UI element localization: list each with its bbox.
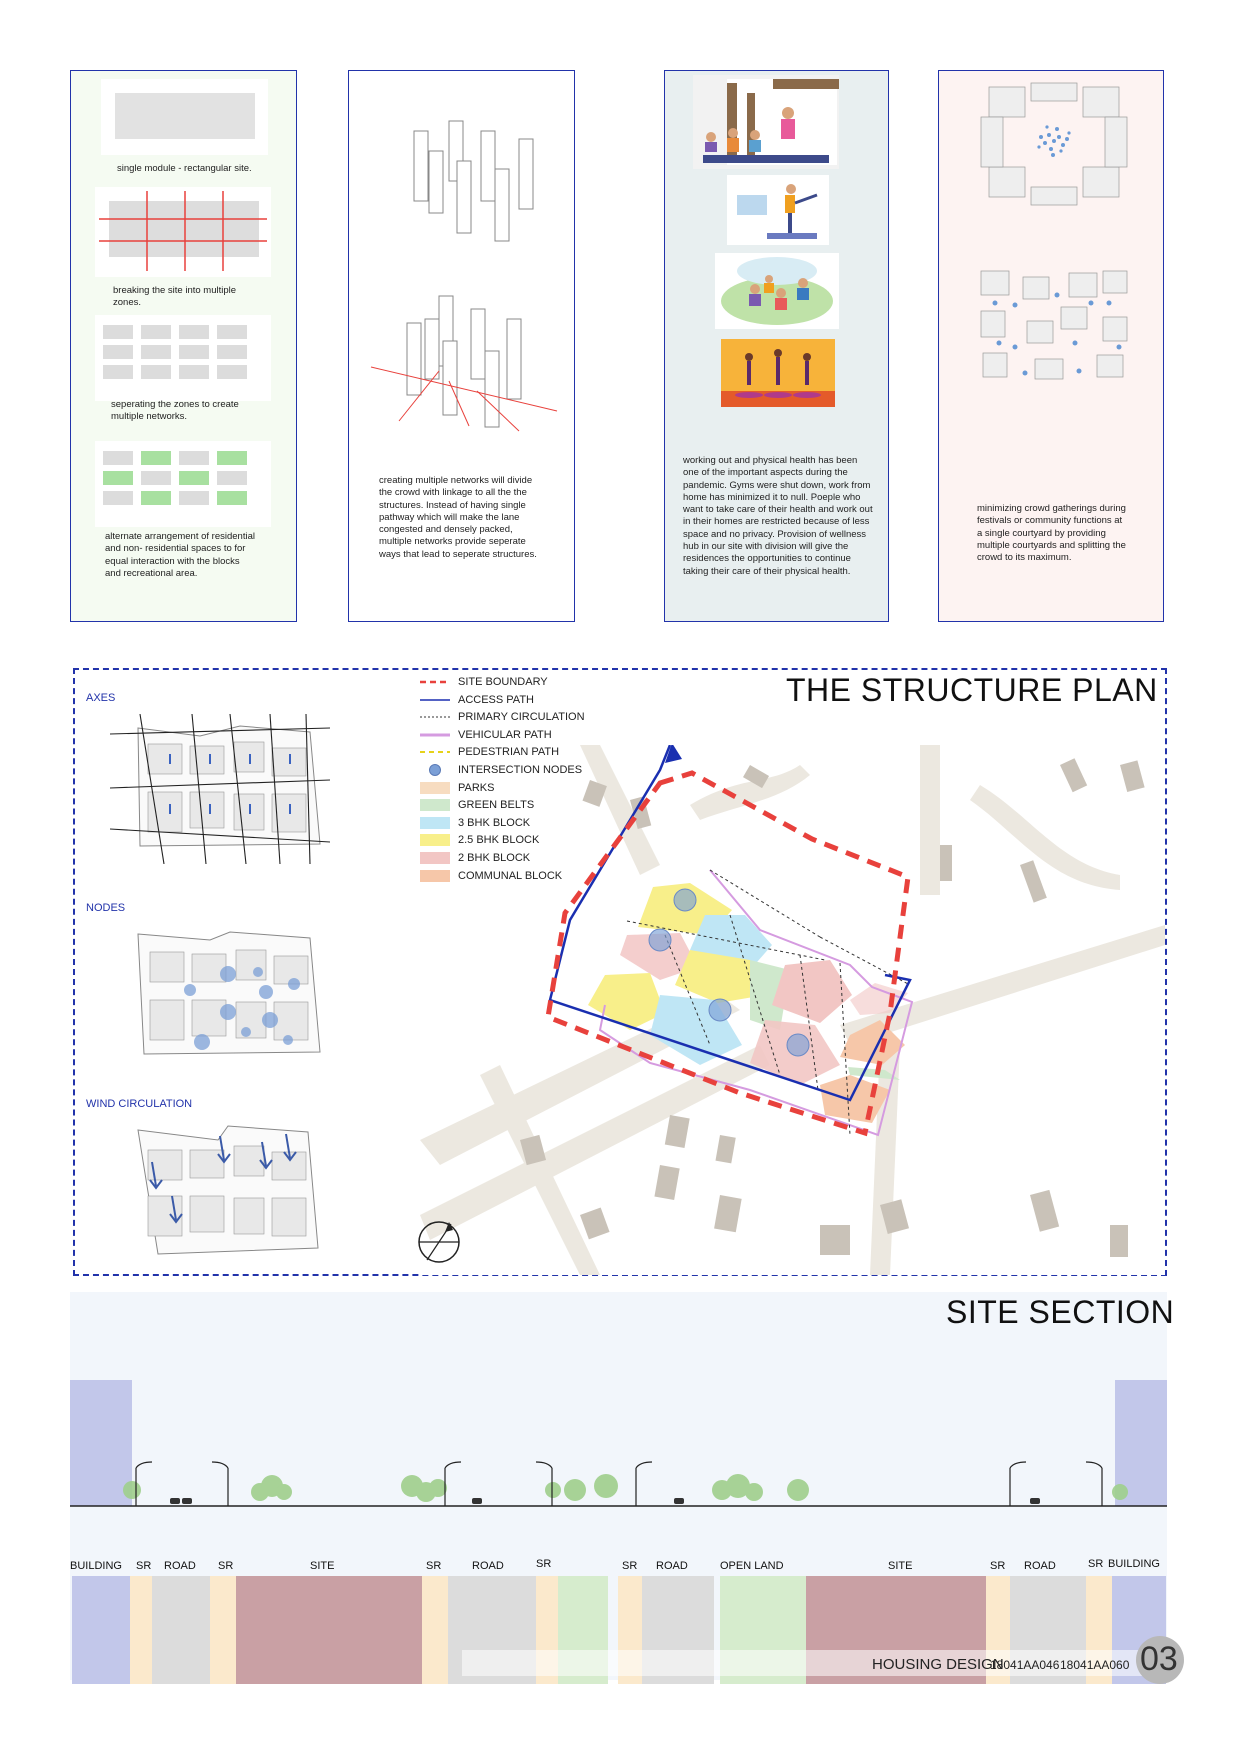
legend-3bhk: 3 BHK BLOCK (420, 815, 530, 831)
segment-label-sr-5: SR (622, 1560, 638, 1572)
legend-2bhk: 2 BHK BLOCK (420, 850, 530, 866)
segment-label-road-3: ROAD (656, 1560, 688, 1572)
caption-separated-zones: seperating the zones to create multiple networks. (111, 399, 239, 423)
structure-plan-title: THE STRUCTURE PLAN (786, 672, 1158, 708)
segment-label-sr-4: SR (536, 1558, 552, 1570)
networks-description: creating multiple networks will divide the crowd with linkage to all the the structures. Instead of having single pathway which will make the lane congested and densely packed, multiple networks provide seperate ways that lead to seperate structures. (379, 475, 537, 560)
nodes-diagram (130, 922, 330, 1062)
segment-building-left (72, 1576, 130, 1684)
courtyards-description: minimizing crowd gatherings during festivals or community functions at a single courtyard by providing multiple courtyards and splitting the crowd to its maximum. (977, 503, 1126, 564)
legend-intersection-nodes: INTERSECTION NODES (420, 762, 582, 778)
segment-label-building-left: BUILDING (70, 1560, 122, 1572)
segment-label-building-right: BUILDING (1108, 1558, 1160, 1570)
footer-id2: 18041AA060 (1060, 1658, 1130, 1672)
legend-parks: PARKS (420, 780, 494, 796)
wind-circulation-diagram (128, 1116, 328, 1261)
legend-site-boundary: SITE BOUNDARY (458, 676, 548, 688)
segment-label-road-2: ROAD (472, 1560, 504, 1572)
segment-label-sr-2: SR (218, 1560, 234, 1572)
segment-label-site-1: SITE (310, 1560, 335, 1572)
segment-label-sr-3: SR (426, 1560, 442, 1572)
segment-label-sr-7: SR (1088, 1558, 1104, 1570)
diagram-single-module (101, 79, 268, 155)
concept-panel-networks (348, 70, 575, 622)
segment-label-road-1: ROAD (164, 1560, 196, 1572)
caption-breaking-zones: breaking the site into multiple zones. (113, 285, 237, 309)
legend-access-path: ACCESS PATH (458, 693, 534, 706)
courtyard-diagrams-drawing (979, 81, 1129, 391)
yoga-illustration-2 (727, 175, 829, 245)
segment-label-sr-6: SR (990, 1560, 1006, 1572)
yoga-illustration-3 (715, 253, 839, 329)
concept-panel-courtyards (938, 70, 1164, 622)
alternate-zone-drawing (95, 441, 271, 527)
diagram-separated-zones (95, 315, 271, 401)
zone-grid-drawing (95, 187, 271, 277)
yoga-illustration-4 (721, 339, 835, 407)
segment-sr-3 (422, 1576, 448, 1684)
legend-primary-circulation: PRIMARY CIRCULATION (458, 711, 585, 724)
separated-zone-drawing (95, 315, 271, 401)
label-axes: AXES (86, 692, 116, 704)
segment-label-sr-1: SR (136, 1560, 152, 1572)
structure-plan-legend (420, 674, 680, 894)
footer-id1: 18041AA046 (990, 1658, 1060, 1672)
label-nodes: NODES (86, 902, 126, 914)
segment-site-1 (236, 1576, 422, 1684)
segment-sr-2 (210, 1576, 236, 1684)
segment-label-site-2: SITE (888, 1560, 913, 1572)
diagram-alternate-arrangement (95, 441, 271, 527)
concept-panel-wellness (664, 70, 889, 622)
legend-vehicular-path: VEHICULAR PATH (458, 728, 552, 741)
legend-communal: COMMUNAL BLOCK (420, 868, 562, 884)
page-number: 03 (1140, 1640, 1178, 1678)
footer-project: HOUSING DESIGN (872, 1656, 1004, 1673)
segment-road-1 (152, 1576, 210, 1684)
wellness-description: working out and physical health has been one of the important aspects during the pandemic. Gyms were shut down, work from home has minimized it to null. Poeple who want to take care of their health and work out in their homes are restricted because of less space and no privacy. Provision of wellness hub in our site with division will give the residences the opportunities to continue taking their care of their physical health. (683, 455, 873, 577)
segment-label-open-land: OPEN LAND (720, 1560, 784, 1572)
segment-label-road-4: ROAD (1024, 1560, 1056, 1572)
legend-green-belts: GREEN BELTS (420, 797, 534, 813)
label-wind-circulation: WIND CIRCULATION (86, 1098, 193, 1110)
segment-sr-1 (130, 1576, 152, 1684)
tower-networks-drawing (369, 91, 559, 511)
axes-diagram (110, 714, 330, 864)
diagram-breaking-zones (95, 187, 271, 277)
site-section-elevation (70, 1380, 1167, 1520)
concept-panel-zoning (70, 70, 297, 622)
north-arrow-icon (415, 1218, 463, 1266)
legend-2-5bhk: 2.5 BHK BLOCK (420, 832, 539, 848)
yoga-illustration-1 (693, 75, 839, 169)
caption-single-module: single module - rectangular site. (117, 163, 252, 174)
site-section-title: SITE SECTION (946, 1294, 1175, 1330)
legend-pedestrian-path: PEDESTRIAN PATH (458, 746, 560, 759)
caption-alternate-arrangement: alternate arrangement of residential and non- residential spaces to for equal interaction with the blocks and recreational area. (105, 531, 255, 579)
